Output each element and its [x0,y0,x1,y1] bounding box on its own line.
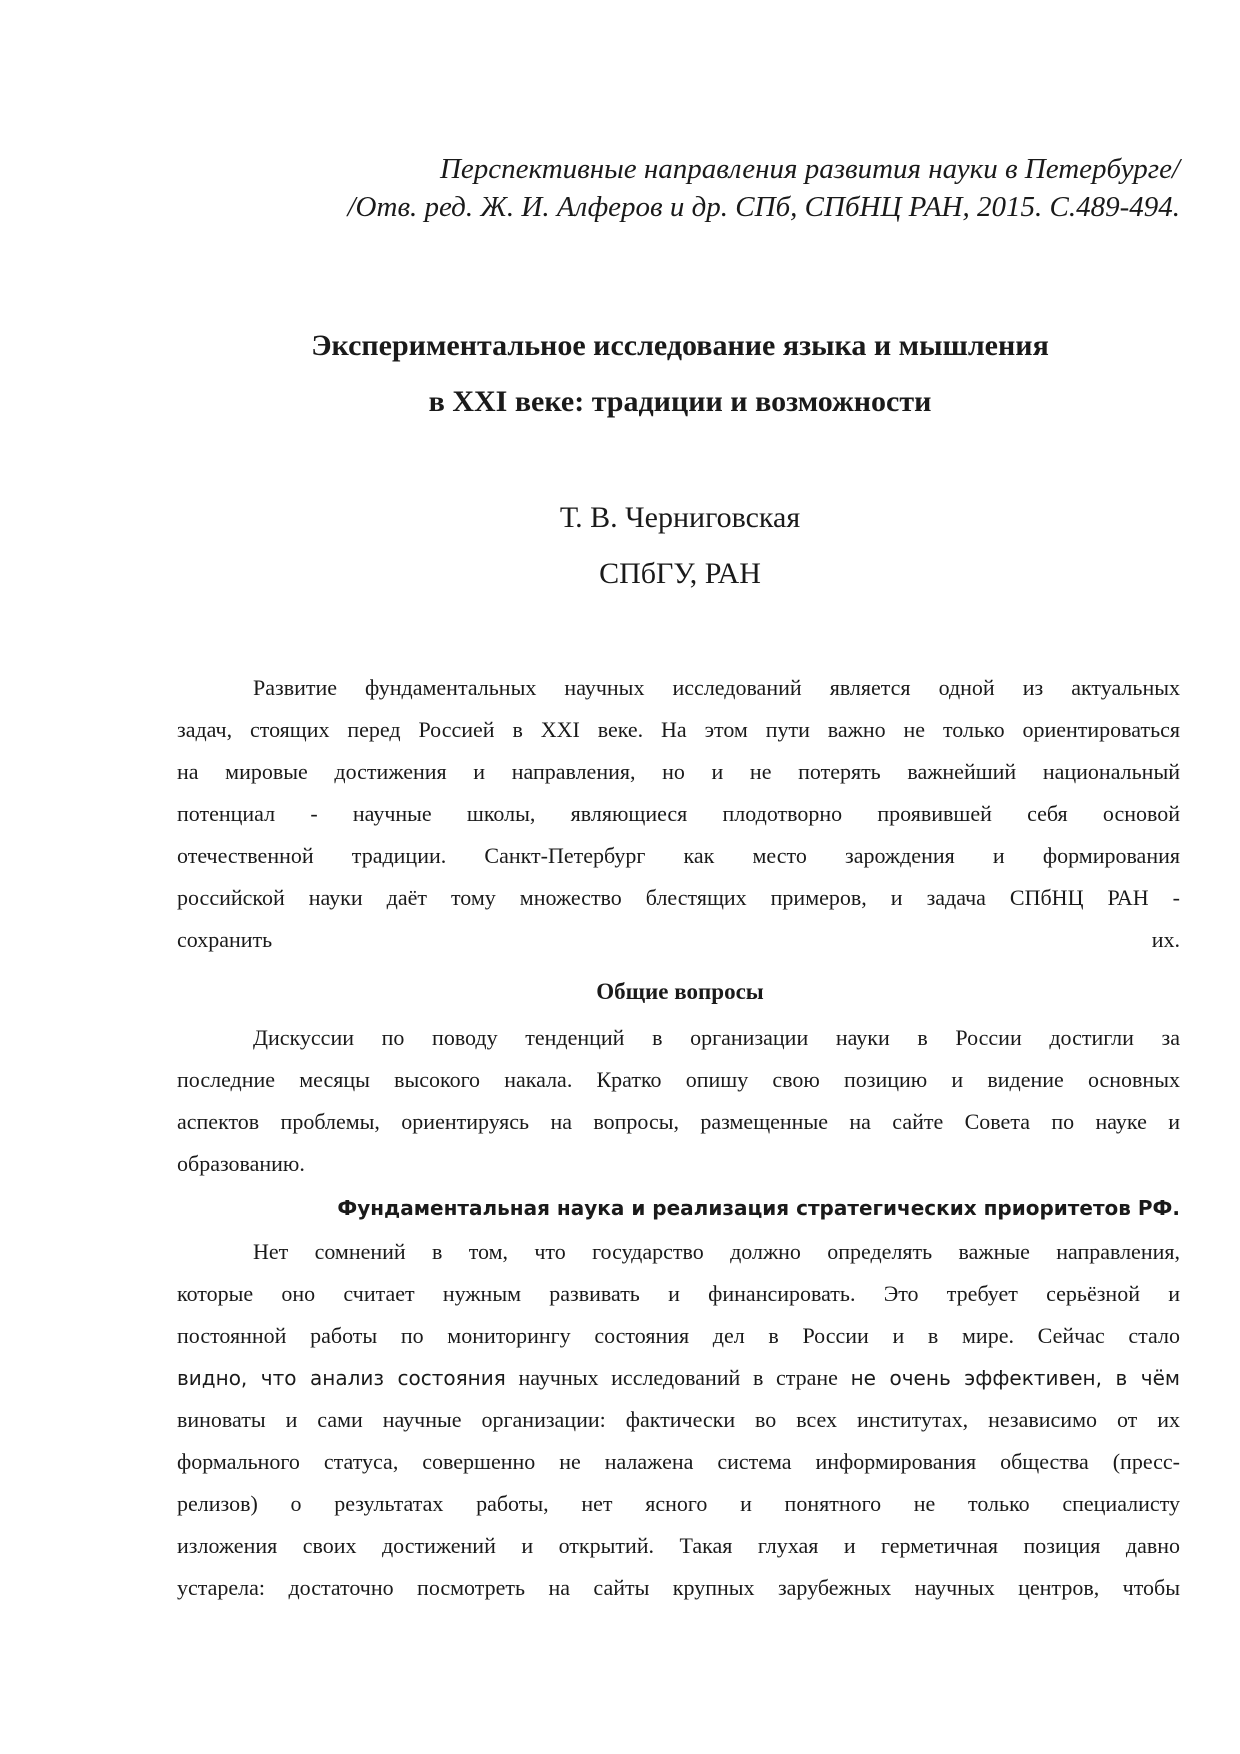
title-line-1: Экспериментальное исследование языка и мышления [311,329,1049,362]
intro-line: задач, стоящих перед Россией в XXI веке. На этом пути важно не только ориентироваться [177,717,1180,742]
section2-mixed-line [177,1357,1180,1399]
citation [180,150,1180,226]
section-heading-fundamental: Фундаментальная наука и реализация стратегических приоритетов РФ. [337,1196,1180,1220]
section1-line: образованию. [177,1151,305,1176]
intro-line: отечественной традиции. Санкт-Петербург как место зарождения и формирования [177,843,1180,868]
intro-line: на мировые достижения и направления, но и не потерять важнейший национальный [177,759,1180,784]
author-affiliation: СПбГУ, РАН [599,557,761,590]
section2-line: Нет сомнений в том, что государство должно определять важные направления, [253,1239,1180,1264]
section1-line: Дискуссии по поводу тенденций в организации науки в России достигли за [253,1025,1180,1050]
intro-line: потенциал - научные школы, являющиеся плодотворно проявившей себя основой [177,801,1180,826]
section1-line: последние месяцы высокого накала. Кратко опишу свою позицию и видение основных [177,1067,1180,1092]
citation-line-2: /Отв. ред. Ж. И. Алферов и др. СПб, СПбНЦ РАН, 2015. С.489-494. [347,191,1180,223]
section1-line: аспектов проблемы, ориентируясь на вопросы, размещенные на сайте Совета по науке и [177,1109,1180,1134]
intro-line: сохранить их. [177,927,1180,952]
section2-line: виноваты и сами научные организации: фактически во всех институтах, независимо от их [177,1407,1180,1432]
title-line-2: в XXI веке: традиции и возможности [428,385,932,418]
mixed-part-1: видно, что анализ состояния [177,1366,506,1390]
section-heading-general: Общие вопросы [596,979,764,1004]
paper-title [180,318,1180,430]
section2-line: релизов) о результатах работы, нет ясного и понятного не только специалисту [177,1491,1180,1516]
section2-line: постоянной работы по мониторингу состояния дел в России и в мире. Сейчас стало [177,1323,1180,1348]
section2-line: формального статуса, совершенно не налажена система информирования общества (пресс- [177,1449,1180,1474]
section2-line: которые оно считает нужным развивать и финансировать. Это требует серьёзной и [177,1281,1180,1306]
mixed-part-2: научных исследований в стране [505,1365,851,1390]
author-name: Т. В. Черниговская [559,501,801,534]
section2-line: устарела: достаточно посмотреть на сайты крупных зарубежных научных центров, чтобы [177,1575,1180,1600]
mixed-part-3: не очень эффективен, в чём [850,1366,1181,1390]
section2-line: изложения своих достижений и открытий. Такая глухая и герметичная позиция давно [177,1533,1180,1558]
intro-line: Развитие фундаментальных научных исследований является одной из актуальных [253,675,1180,700]
author-block [180,490,1180,602]
intro-line: российской науки даёт тому множество блестящих примеров, и задача СПбНЦ РАН - [177,885,1180,910]
citation-line-1: Перспективные направления развития науки в Петербурге/ [439,153,1180,185]
section2-paragraph [177,1231,1180,1609]
intro-paragraph [177,667,1180,961]
section1-paragraph [177,1017,1180,1185]
